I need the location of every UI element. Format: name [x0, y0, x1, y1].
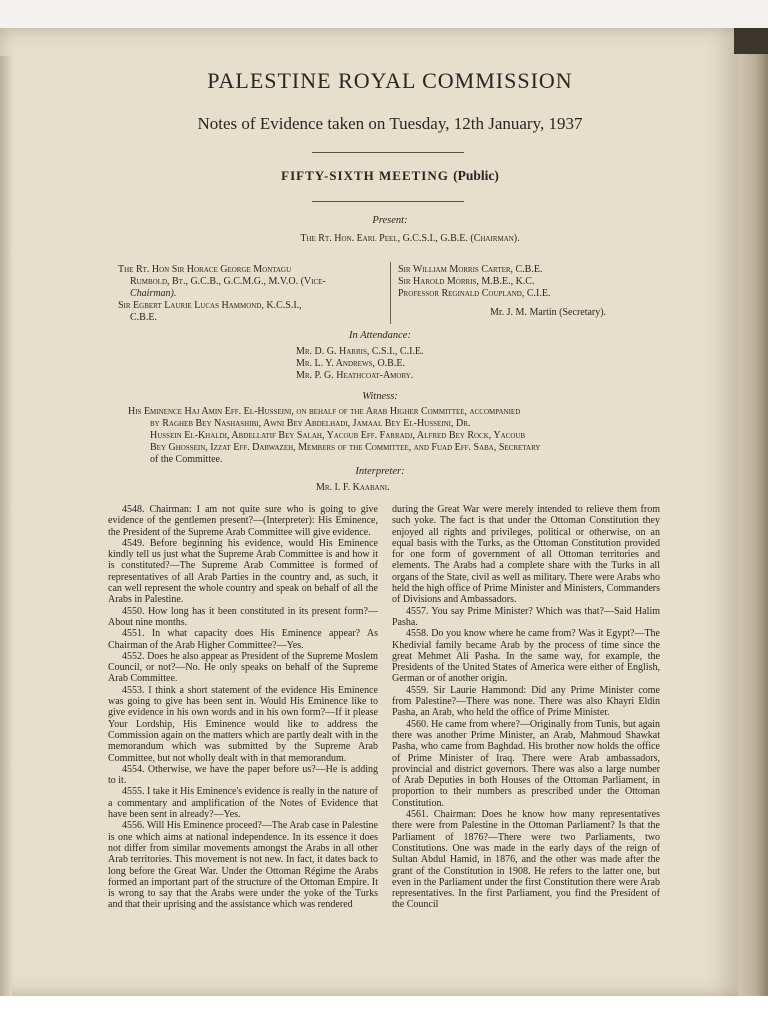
witness-1: His Eminence Haj Amin Eff. El-Husseini, on behalf of the Arab Higher Committee, accompanied [128, 406, 521, 417]
meeting-title [190, 168, 590, 184]
secretary-line: Mr. J. M. Martin (Secretary). [490, 307, 607, 318]
present-left-1: The Rt. Hon Sir Horace George Montagu [118, 264, 292, 275]
present-label: Present: [372, 215, 408, 226]
present-left-5: C.B.E. [130, 312, 157, 323]
title-rule-top [312, 152, 464, 153]
present-right-3: Professor Reginald Coupland, C.I.E. [398, 288, 551, 299]
paragraph: 4557. You say Prime Minister? Which was that?—Said Halim Pasha. [392, 605, 660, 628]
witness-2: by Ragheb Bey Nashashibi, Awni Bey Abdelhadi, Jamaal Bey El-Husseini, Dr. [150, 418, 471, 429]
book-spine [738, 28, 768, 998]
dark-corner [734, 28, 768, 54]
notes-title: Notes of Evidence taken on Tuesday, 12th January, 1937 [197, 114, 583, 133]
meeting-name: FIFTY-SIXTH MEETING [281, 168, 449, 183]
paragraph: 4559. Sir Laurie Hammond: Did any Prime Minister come from Palestine?—There was none. There was also Khayri Eldin Pasha, an Arab, who held the office of Prime Minister. [392, 684, 660, 719]
paragraph: 4556. Will His Eminence proceed?—The Arab case in Palestine is one which aims at national independence. In its essence it does not differ from similar movements amongst the Arabs in all other Arab territories. This movement is not new. In fact, it dates back to long before the Great War. Under the Ottoman Régime the Arabs formed an important part of the structure of the Ottoman Empire. It is wrong to say that the Arabs were under the yoke of the Turks and that their uprising and the assistance which was rendered [108, 820, 378, 911]
paragraph: 4553. I think a short statement of the evidence His Eminence was going to give has been sent in. Would His Eminence like to give evidence in his own words and in his own form?—If it please Your Lordship, His Eminence would like to address the Commission again on the matters which are partly dealt with in the memorandum which was submitted by the Supreme Arab Committee, but not wholly dealt with in that memorandum. [108, 684, 378, 764]
witness-label: Witness: [362, 391, 398, 402]
paragraph-continued: during the Great War were merely intended to relieve them from such yoke. The fact is that under the Ottoman Constitution they enjoyed all rights and privileges, political or otherwise, on an equal basis with the Turks, as the Ottoman Constitution provided for one form of government of all Ottoman territories and elements. The Arabs had a complete share with the Turks in all organs of the State, civil as well as military. There were Arabs who held the high office of Prime Minister and Ministers, Commanders of Divisions and Ambassadors. [392, 504, 660, 606]
interpreter-label: Interpreter: [355, 466, 405, 477]
background-bottom [0, 996, 768, 1024]
page-left-edge [0, 56, 12, 996]
present-left-3: Chairman). [130, 288, 177, 299]
witness-3: Hussein El-Khaldi, Abdellatif Bey Salah, Yacoub Eff. Farradj, Alfred Bey Rock, Yacoub [150, 430, 526, 441]
testimony-right-column [392, 504, 660, 994]
attendance-label: In Attendance: [349, 330, 411, 341]
paragraph: 4550. How long has it been constituted in its present form?—About nine months. [108, 605, 378, 628]
testimony-left-column [108, 504, 378, 994]
interpreter-name: Mr. I. F. Kaabani. [316, 482, 390, 493]
attendance-2: Mr. L. Y. Andrews, O.B.E. [296, 358, 405, 369]
witness-4: Bey Ghossein, Izzat Eff. Darwazeh, Members of the Committee, and Fuad Eff. Saba, Secretary [150, 442, 541, 453]
present-left-4: Sir Egbert Laurie Lucas Hammond, K.C.S.I., [118, 300, 302, 311]
paragraph: 4560. He came from where?—Originally from Tunis, but again there was another Prime Minister, an Arab, Mahmoud Shawkat Pasha, who came from Baghdad. His brother now holds the office of Prime Minister of Iraq. There were Arab ambassadors, provincial and district governors. There was also a large number of Arab Deputies in both Houses of the Ottoman Parliament, in proportion to their numbers as prescribed under the Ottoman Constitution. [392, 718, 660, 809]
paragraph: 4561. Chairman: Does he know how many representatives there were from Palestine in the Ottoman Parliament? Is that the Parliament of 1876?—There were two Parliaments, two Constitutions. One was made in the early days of the reign of Sultan Abdul Hamid, in 1876, and the other was made after the grant of the Constitution in 1908. He refers to the latter one, but even in the Parliament under the first Constitution there were Arab representatives. In the first Parliament, you find the President of the Council [392, 809, 660, 911]
present-right-1: Sir William Morris Carter, C.B.E. [398, 264, 543, 275]
paragraph: 4549. Before beginning his evidence, would His Eminence kindly tell us just what the Supreme Arab Committee is and how it is constituted?—The Supreme Arab Committee is formed of representatives of all Arab Parties in the country and, as such, it can well represent the whole country and speak on behalf of all the Arabs in Palestine. [108, 537, 378, 606]
present-right-2: Sir Harold Morris, M.B.E., K.C. [398, 276, 535, 287]
witness-5: of the Committee. [150, 454, 223, 465]
paragraph: 4555. I take it His Eminence's evidence is really in the nature of a commentary and amplification of the Notes of Evidence that have been sent in already?—Yes. [108, 786, 378, 821]
paragraph: 4558. Do you know where he came from? Was it Egypt?—The Khedivial family became Arab by the process of time since the great Mehmet Ali Pasha. In the same way, for example, the Presidents of the United States of America were either of English, German or of another origin. [392, 628, 660, 685]
present-left-2: Rumbold, Bt., G.C.B., G.C.M.G., M.V.O. (Vice- [130, 276, 326, 287]
attendance-1: Mr. D. G. Harris, C.S.I., C.I.E. [296, 346, 424, 357]
commission-title: PALESTINE ROYAL COMMISSION [207, 68, 573, 93]
chairman-line: The Rt. Hon. Earl Peel, G.C.S.I., G.B.E. (Chairman). [300, 233, 520, 244]
title-rule-bottom [312, 201, 464, 202]
present-divider [390, 262, 391, 324]
paragraph: 4552. Does he also appear as President of the Supreme Moslem Council, or not?—No. He only speaks on behalf of the Supreme Arab Committee. [108, 650, 378, 685]
paragraph: 4548. Chairman: I am not quite sure who is going to give evidence of the gentlemen present?—(Interpreter): His Eminence, the President of the Supreme Arab Committee will give evidence. [108, 504, 378, 538]
paragraph: 4551. In what capacity does His Eminence appear? As Chairman of the Arab Higher Committee?—Yes. [108, 628, 378, 651]
book-page [0, 28, 740, 996]
paragraph: 4554. Otherwise, we have the paper before us?—He is adding to it. [108, 763, 378, 787]
meeting-type: (Public) [453, 168, 499, 183]
attendance-3: Mr. P. G. Heathcoat-Amory. [296, 370, 414, 381]
